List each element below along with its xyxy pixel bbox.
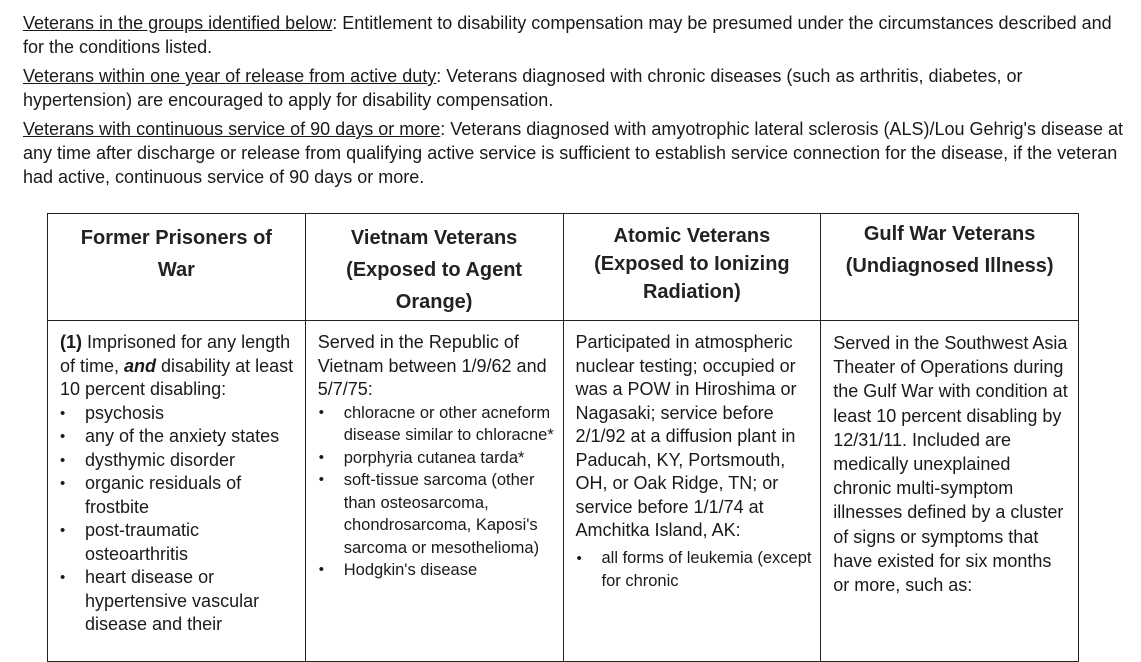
presumptive-conditions-table — [47, 213, 1079, 662]
list-item: • psychosis — [85, 402, 297, 426]
list-item: • all forms of leukemia (except for chronic — [602, 547, 813, 594]
cell-text: Served in the Republic of Vietnam between 1/9/62 and 5/7/75: — [317, 332, 547, 399]
intro-paragraph-one-year — [23, 64, 1133, 112]
intro-text: : Veterans diagnosed with chronic diseases (such as arthritis, diabetes, or hypertension) are encouraged to apply for disability compensation. — [23, 66, 1023, 110]
header-pow: Former Prisoners of War — [48, 214, 306, 321]
list-item: • heart disease or hypertensive vascular disease and their — [85, 566, 297, 637]
intro-text: : Entitlement to disability compensation may be presumed under the circumstances described and for the conditions listed. — [23, 13, 1112, 57]
list-item: • Hodgkin's disease — [344, 559, 555, 582]
cell-text: disability at least 10 percent disabling: — [60, 355, 294, 399]
intro-text: : Veterans diagnosed with amyotrophic lateral sclerosis (ALS)/Lou Gehrig's disease at any time after discharge or release from qualifying active service is sufficient to establish service connection for the disease, if the veteran had active, continuous service of 90 days or more. — [23, 119, 1124, 187]
intro-heading: Veterans with continuous service of 90 days or more — [23, 119, 441, 139]
list-item: • any of the anxiety states — [85, 425, 297, 449]
intro-heading: Veterans in the groups identified below — [23, 13, 333, 33]
cell-text: Imprisoned for any length of time, — [60, 332, 291, 376]
intro-heading: Veterans within one year of release from active duty — [23, 66, 437, 86]
list-item: • chloracne or other acneform disease similar to chloracne* — [344, 402, 555, 447]
cell-gulf-war — [821, 321, 1079, 662]
pow-conditions-list — [60, 402, 297, 637]
cell-vietnam — [305, 321, 563, 662]
list-item: • post-traumatic osteoarthritis — [85, 519, 297, 566]
atomic-conditions-list — [576, 543, 813, 594]
cell-pow — [48, 321, 306, 662]
header-gulf-war: Gulf War Veterans (Undiagnosed Illness) — [821, 214, 1079, 321]
intro-paragraph-groups — [23, 11, 1133, 59]
list-item: • organic residuals of frostbite — [85, 472, 297, 519]
cell-text: Served in the Southwest Asia Theater of Operations during the Gulf War with condition at least 10 percent disabling by 12/31/11. Included are medically unexplained chronic multi-symptom illnesses defined by a cluster of signs or symptoms that have existed for six months or more, such as: — [833, 333, 1068, 596]
list-item: • dysthymic disorder — [85, 449, 297, 473]
item-number: (1) — [60, 332, 82, 352]
vietnam-conditions-list — [318, 402, 555, 582]
intro-paragraph-90-days — [23, 117, 1133, 189]
cell-atomic — [563, 321, 821, 662]
list-item: • porphyria cutanea tarda* — [344, 447, 555, 470]
header-atomic: Atomic Veterans (Exposed to Ionizing Radiation) — [563, 214, 821, 321]
list-item: • soft-tissue sarcoma (other than osteosarcoma, chondrosarcoma, Kaposi's sarcoma or mesothelioma) — [344, 469, 555, 559]
header-vietnam: Vietnam Veterans (Exposed to Agent Orange) — [305, 214, 563, 321]
cell-text: Participated in atmospheric nuclear testing; occupied or was a POW in Hiroshima or Nagasaki; service before 2/1/92 at a diffusion plant in Paducah, KY, Portsmouth, OH, or Oak Ridge, TN; or service before 1/1/74 at Amchitka Island, AK: — [575, 332, 797, 540]
emphasis-and: and — [124, 355, 157, 376]
